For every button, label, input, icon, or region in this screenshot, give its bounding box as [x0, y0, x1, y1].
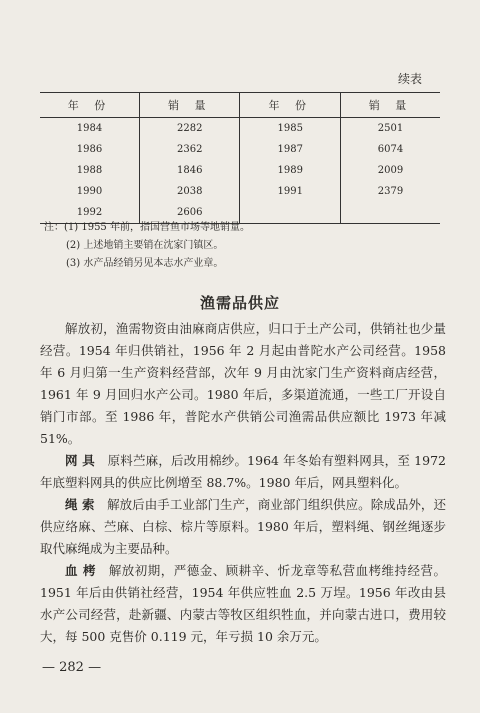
table-cell: 2038: [139, 181, 240, 202]
table-cell: 2362: [139, 139, 240, 160]
table-cell: 1991: [240, 181, 341, 202]
table-cell: 1846: [139, 160, 240, 181]
note-3: (3) 水产品经销另见本志水产业章。: [66, 258, 224, 269]
paragraph-lead: 血 栲: [65, 563, 96, 578]
paragraph-ropes: [40, 494, 446, 560]
paragraph-text: 解放后由手工业部门生产，商业部门组织供应。除成品外，还供应络麻、苎麻、白棕、棕片等原料。1980 年后，塑料绳、钢丝绳逐步取代麻绳成为主要品种。: [40, 497, 446, 556]
paragraph-text: 解放初，渔需物资由油麻商店供应，归口于土产公司，供销社也少量经营。1954 年归供销社，1956 年 2 月起由普陀水产公司经营。1958 年 6 月归第一生产资料经营部，次年 9 月由沈家门生产资料商店经营，1961 年 9 月回归水产公司。1980 年后，多渠道流通，一些工厂开设自销门市部。至 1986 年，普陀水产供销公司渔需品供应额比 1973 年减 51%。: [40, 321, 446, 446]
table-cell: 1988: [76, 165, 103, 176]
paragraph-lead: 绳 索: [65, 497, 95, 512]
paragraph-nets: [40, 450, 446, 494]
table-cell: 1985: [240, 118, 341, 140]
paragraph-intro: [40, 318, 446, 450]
sales-table: [40, 92, 440, 224]
paragraph-blood-dye: [40, 560, 446, 648]
table-cell: 2501: [341, 118, 440, 140]
note-1: 注：(1) 1955 年前，指国营鱼市场等地销量。: [44, 222, 250, 233]
table-cell: 2009: [341, 160, 440, 181]
table-row: [40, 160, 440, 181]
header-sales-2: 销 量: [341, 93, 440, 118]
table-cell: [341, 202, 440, 224]
table-cell: 1987: [240, 139, 341, 160]
header-sales-1: 销 量: [139, 93, 240, 118]
table-cell: 6074: [341, 139, 440, 160]
header-year-2: 年 份: [240, 93, 341, 118]
page-number: — 282 —: [42, 660, 102, 675]
table-cell: 1990: [76, 186, 103, 197]
section-title: 渔需品供应: [199, 294, 280, 312]
table-row: [40, 118, 440, 140]
paragraph-text: 原料苎麻，后改用棉纱。1964 年冬始有塑料网具，至 1972 年底塑料网具的供应比例增至 88.7%。1980 年后，网具塑料化。: [40, 453, 446, 490]
table-cell: [240, 202, 341, 224]
table-cell: 1986: [76, 144, 103, 155]
table-header-row: [40, 93, 440, 118]
note-2: (2) 上述地销主要销在沈家门镇区。: [66, 240, 224, 251]
body-text: [40, 318, 446, 648]
table-row: [40, 139, 440, 160]
header-year-1: 年 份: [40, 93, 139, 118]
table-row: [40, 181, 440, 202]
table-cell: 1989: [240, 160, 341, 181]
continued-label: 续表: [398, 72, 423, 86]
table-cell: 1984: [76, 123, 103, 134]
paragraph-text: 解放初期，严德金、顾耕辛、忻龙章等私营血栲维持经营。1951 年后由供销社经营，1954 年供应牲血 2.5 万埕。1956 年改由县水产公司经营，赴新疆、内蒙古等牧区组织牲血，并向蒙古进口，费用较大，每 500 克售价 0.119 元，年亏损 10 余万元。: [40, 563, 446, 644]
table-notes: [44, 219, 250, 273]
paragraph-lead: 网 具: [65, 453, 95, 468]
table-cell: 2282: [139, 118, 240, 140]
table-cell: 2379: [341, 181, 440, 202]
table-cell: 2606: [139, 202, 240, 224]
table-cell: 1992: [76, 207, 103, 218]
